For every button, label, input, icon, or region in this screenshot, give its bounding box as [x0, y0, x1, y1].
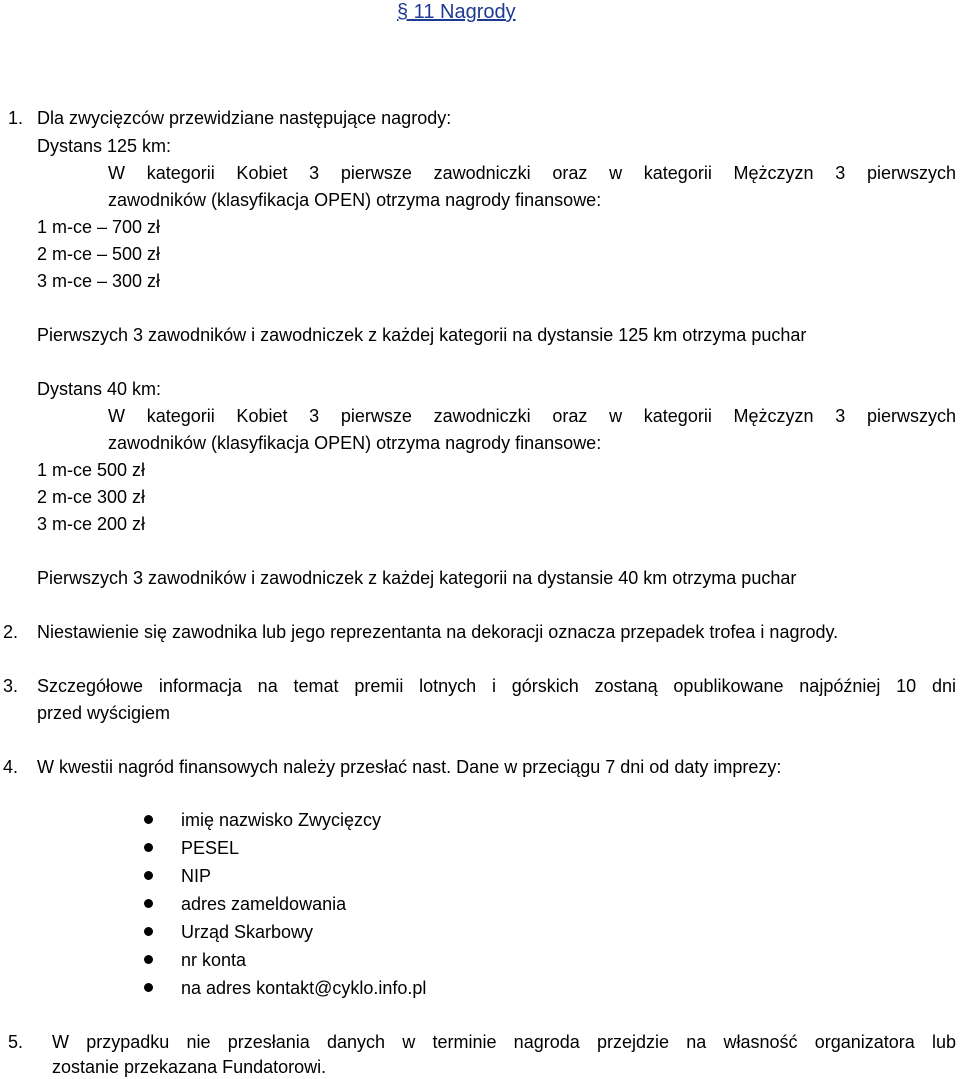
bullet-dot-icon — [144, 815, 153, 824]
item-3-number: 3. — [3, 676, 19, 696]
distance-40-prize-1: 1 m-ce 500 zł — [37, 460, 146, 480]
distance-40-prize-3: 3 m-ce 200 zł — [37, 514, 146, 534]
distance-125-cup: Pierwszych 3 zawodników i zawodniczek z każdej kategorii na dystansie 125 km otrzyma puchar — [37, 325, 807, 345]
bullet-item-address: adres zameldowania — [181, 894, 347, 914]
distance-125-prize-2: 2 m-ce – 500 zł — [37, 244, 161, 264]
item-5-number: 5. — [8, 1032, 24, 1052]
distance-125-desc-line2: zawodników (klasyfikacja OPEN) otrzyma nagrody finansowe: — [108, 190, 602, 210]
distance-40-desc-line2: zawodników (klasyfikacja OPEN) otrzyma nagrody finansowe: — [108, 433, 602, 453]
bullet-item-email — [181, 977, 426, 999]
item-5-line2: zostanie przekazana Fundatorowi. — [52, 1057, 327, 1077]
bullet-item-tax-office: Urząd Skarbowy — [181, 922, 314, 942]
item-2-number: 2. — [3, 622, 19, 642]
bullet-item-pesel: PESEL — [181, 838, 240, 858]
item-4-number: 4. — [3, 757, 19, 777]
bullet-dot-icon — [144, 983, 153, 992]
item-1-intro: Dla zwycięzców przewidziane następujące nagrody: — [37, 108, 452, 128]
bullet-dot-icon — [144, 843, 153, 852]
bullet-dot-icon — [144, 955, 153, 964]
distance-40-header: Dystans 40 km: — [37, 379, 162, 399]
email-link[interactable]: kontakt@cyklo.info.pl — [256, 978, 427, 998]
item-4-text: W kwestii nagród finansowych należy przesłać nast. Dane w przeciągu 7 dni od daty imprezy: — [37, 757, 782, 777]
item-3-line1: Szczegółowe informacja na temat premii lotnych i górskich zostaną opublikowane najpóźniej 10 dni — [37, 676, 956, 696]
bullet-item-account: nr konta — [181, 950, 247, 970]
bullet-dot-icon — [144, 871, 153, 880]
item-5-line1: W przypadku nie przesłania danych w terminie nagroda przejdzie na własność organizatora lub — [52, 1032, 956, 1052]
distance-40-cup: Pierwszych 3 zawodników i zawodniczek z każdej kategorii na dystansie 40 km otrzyma puchar — [37, 568, 797, 588]
distance-125-header: Dystans 125 km: — [37, 136, 172, 156]
bullet-dot-icon — [144, 927, 153, 936]
bullet-dot-icon — [144, 899, 153, 908]
item-1-number: 1. — [8, 108, 24, 128]
distance-40-prize-2: 2 m-ce 300 zł — [37, 487, 146, 507]
distance-40-desc-line1: W kategorii Kobiet 3 pierwsze zawodniczki oraz w kategorii Mężczyzn 3 pierwszych — [108, 406, 956, 426]
item-2-text: Niestawienie się zawodnika lub jego reprezentanta na dekoracji oznacza przepadek trofea i nagrody. — [37, 622, 839, 642]
email-prefix: na adres — [181, 978, 257, 998]
distance-125-prize-1: 1 m-ce – 700 zł — [37, 217, 161, 237]
page-title: § 11 Nagrody — [397, 1, 516, 23]
bullet-item-nip: NIP — [181, 866, 212, 886]
bullet-item-name: imię nazwisko Zwycięzcy — [181, 810, 382, 830]
item-3-line2: przed wyścigiem — [37, 703, 171, 723]
distance-125-desc-line1: W kategorii Kobiet 3 pierwsze zawodniczki oraz w kategorii Mężczyzn 3 pierwszych — [108, 163, 956, 183]
distance-125-prize-3: 3 m-ce – 300 zł — [37, 271, 161, 291]
